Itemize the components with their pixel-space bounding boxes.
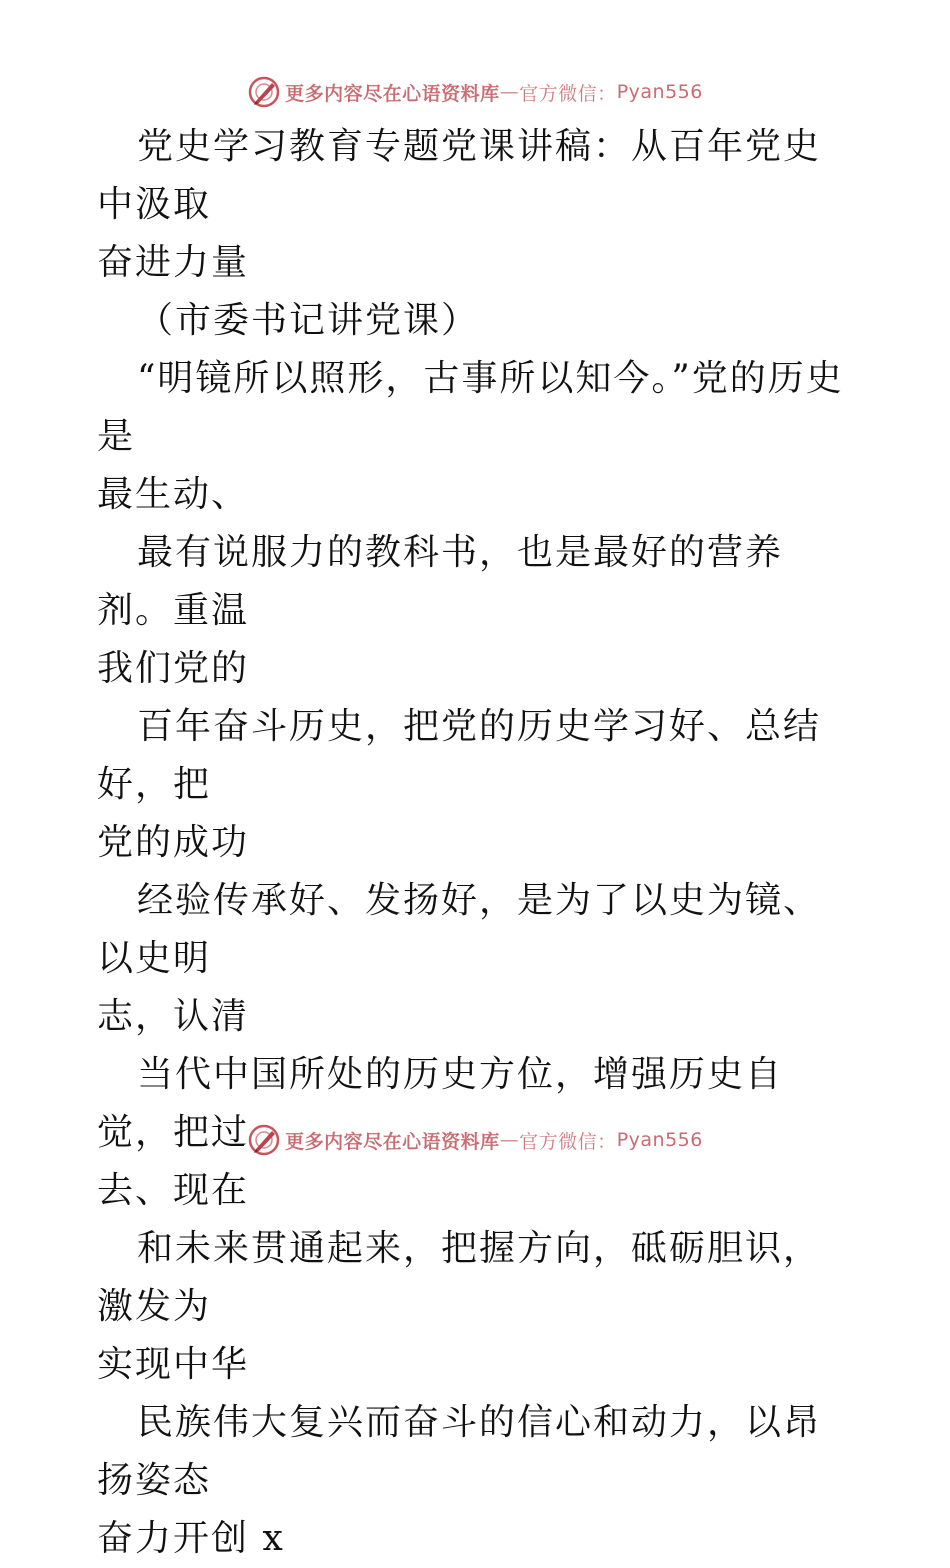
banner-main-text: 更多内容尽在心语资料库: [285, 1130, 500, 1153]
doc-subtitle: （市委书记讲党课）: [137, 300, 480, 341]
footer-watermark-banner: [0, 1120, 950, 1160]
banner-separator: —: [499, 1129, 520, 1151]
doc-line: 经验传承好、发扬好，是为了以史为镜、以史明: [97, 880, 822, 979]
doc-line: 奋力开创 x: [97, 1518, 285, 1559]
pen-logo-icon: [247, 75, 281, 109]
banner-main-text: 更多内容尽在心语资料库: [285, 82, 500, 105]
doc-line: “明镜所以照形，古事所以知今。”党的历史是: [97, 358, 844, 457]
doc-line: 最生动、: [97, 474, 250, 515]
doc-line: 百年奋斗历史，把党的历史学习好、总结好，把: [97, 706, 822, 805]
document-body: [97, 118, 857, 1568]
doc-line: 党的成功: [97, 822, 250, 863]
banner-separator: —: [499, 81, 520, 103]
doc-line: 志，认清: [97, 996, 250, 1037]
doc-line: 实现中华: [97, 1344, 250, 1385]
doc-line: 和未来贯通起来，把握方向，砥砺胆识，激发为: [97, 1228, 822, 1327]
doc-line: 最有说服力的教科书，也是最好的营养剂。重温: [97, 532, 784, 631]
doc-line: 民族伟大复兴而奋斗的信心和动力，以昂扬姿态: [97, 1402, 822, 1501]
banner-label: 官方微信：: [519, 82, 617, 105]
pen-logo-icon: [247, 1123, 281, 1157]
doc-line: 去、现在: [97, 1170, 250, 1211]
doc-title-line-2: 奋进力量: [97, 242, 250, 283]
banner-label: 官方微信：: [519, 1130, 617, 1153]
header-watermark-banner: [0, 72, 950, 112]
banner-wechat-id: Pyan556: [616, 81, 703, 103]
doc-line: 当代中国所处的历史方位，增强历史自觉，把过: [97, 1054, 784, 1153]
doc-title-line-1: 党史学习教育专题党课讲稿：从百年党史中汲取: [97, 126, 822, 225]
banner-wechat-id: Pyan556: [616, 1129, 703, 1151]
doc-line: 我们党的: [97, 648, 250, 689]
